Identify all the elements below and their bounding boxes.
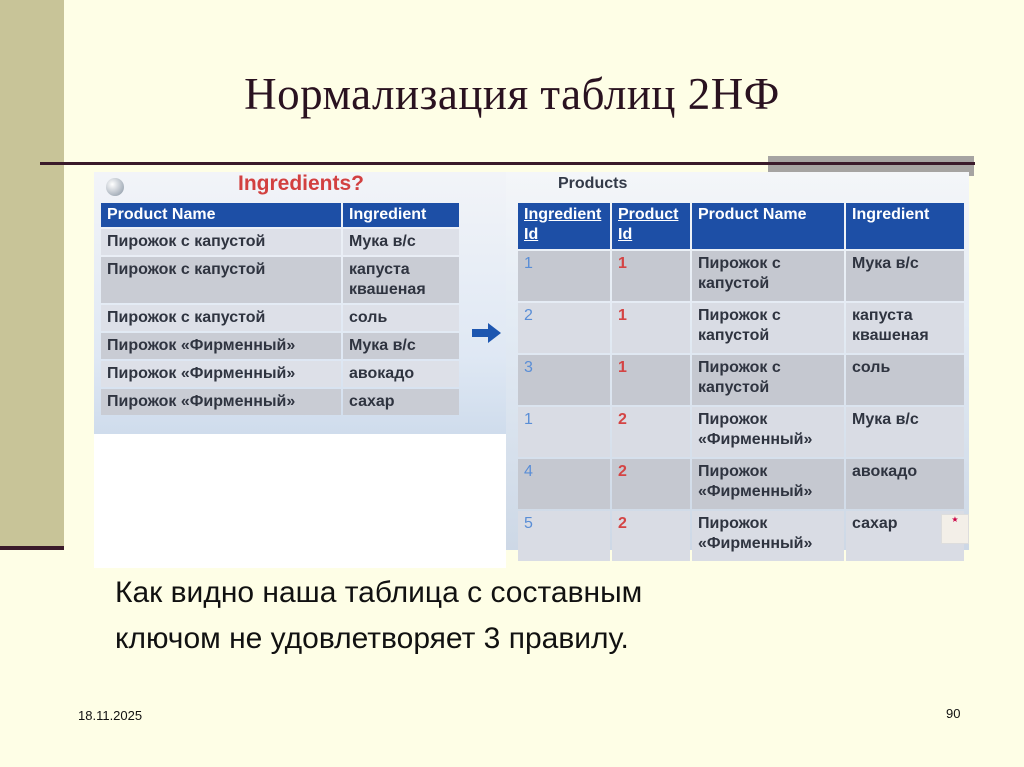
table-row: [101, 389, 459, 415]
caption-line: Как видно наша таблица с составным: [115, 576, 643, 609]
product-name-cell: Пирожок с капустой: [101, 229, 341, 255]
ingredient-cell: авокадо: [846, 459, 964, 509]
page-number: 90: [946, 706, 961, 721]
column-header: Ingredient: [343, 203, 459, 227]
ingredient-cell: Мука в/с: [343, 229, 459, 255]
ingredient-cell: Мука в/с: [846, 407, 964, 457]
ingredient-id-cell: 3: [518, 355, 610, 405]
product-name-cell: Пирожок с капустой: [692, 303, 844, 353]
ingredient-cell: соль: [846, 355, 964, 405]
table-row: [518, 407, 964, 457]
ingredient-id-cell: 1: [518, 407, 610, 457]
ingredients-table: [99, 201, 461, 417]
product-name-cell: Пирожок «Фирменный»: [692, 407, 844, 457]
product-id-cell: 1: [612, 251, 690, 301]
product-id-cell: 2: [612, 511, 690, 561]
product-name-cell: Пирожок с капустой: [692, 355, 844, 405]
slide-date: 18.11.2025: [78, 708, 143, 723]
ingredient-id-cell: 5: [518, 511, 610, 561]
column-header: Product Name: [692, 203, 844, 249]
product-id-cell: 2: [612, 407, 690, 457]
channel-logo-icon: ★: [941, 514, 969, 544]
slide-caption: [115, 570, 642, 662]
product-id-cell: 1: [612, 355, 690, 405]
bullet-icon: [106, 178, 124, 196]
product-name-cell: Пирожок «Фирменный»: [101, 361, 341, 387]
ingredient-id-cell: 1: [518, 251, 610, 301]
left-decor-line: [0, 546, 64, 550]
products-table-title: Products: [558, 175, 628, 192]
ingredient-id-cell: 4: [518, 459, 610, 509]
table-row: [518, 355, 964, 405]
table-row: [518, 511, 964, 561]
products-table: [516, 201, 966, 563]
right-arrow-icon: [472, 322, 502, 344]
table-row: [101, 361, 459, 387]
column-header: Ingredient Id: [518, 203, 610, 249]
product-name-cell: Пирожок с капустой: [692, 251, 844, 301]
ingredient-cell: соль: [343, 305, 459, 331]
table-row: [101, 257, 459, 303]
column-header: Product Id: [612, 203, 690, 249]
table-row: [101, 333, 459, 359]
table-row: [101, 229, 459, 255]
caption-line: ключом не удовлетворяет 3 правилу.: [115, 622, 629, 655]
product-name-cell: Пирожок «Фирменный»: [692, 511, 844, 561]
table-row: [518, 251, 964, 301]
column-header: Ingredient: [846, 203, 964, 249]
product-id-cell: 1: [612, 303, 690, 353]
ingredient-cell: капуста квашеная: [846, 303, 964, 353]
product-name-cell: Пирожок с капустой: [101, 305, 341, 331]
product-name-cell: Пирожок с капустой: [101, 257, 341, 303]
column-header: Product Name: [101, 203, 341, 227]
ingredients-table-title: Ingredients?: [238, 172, 365, 195]
table-row: [518, 459, 964, 509]
ingredient-cell: Мука в/с: [846, 251, 964, 301]
product-name-cell: Пирожок «Фирменный»: [101, 389, 341, 415]
image-gap-area: [94, 434, 506, 568]
product-id-cell: 2: [612, 459, 690, 509]
ingredient-cell: сахар: [343, 389, 459, 415]
ingredient-cell: Мука в/с: [343, 333, 459, 359]
ingredient-cell: капуста квашеная: [343, 257, 459, 303]
table-row: [518, 303, 964, 353]
title-underline: [40, 162, 975, 165]
product-name-cell: Пирожок «Фирменный»: [101, 333, 341, 359]
product-name-cell: Пирожок «Фирменный»: [692, 459, 844, 509]
ingredient-id-cell: 2: [518, 303, 610, 353]
ingredient-cell: сахар: [846, 511, 964, 561]
slide-title: Нормализация таблиц 2НФ: [244, 69, 780, 119]
ingredient-cell: авокадо: [343, 361, 459, 387]
table-row: [101, 305, 459, 331]
